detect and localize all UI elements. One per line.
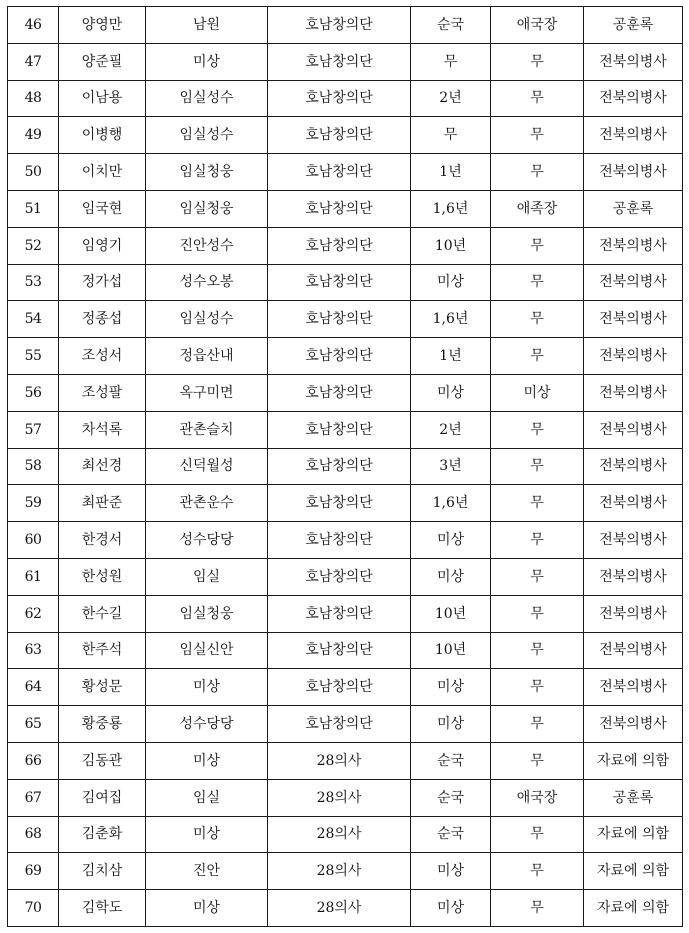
sentence-cell: 1,6년 [411,190,491,227]
sentence-cell: 2년 [411,80,491,117]
table-row [8,190,683,227]
origin-cell: 임실 [146,779,268,816]
origin-cell: 임실성수 [146,80,268,117]
row-number-cell: 62 [8,595,59,632]
name-cell: 최판준 [59,485,146,522]
source-cell: 전북의병사 [584,632,683,669]
source-cell: 공훈록 [584,190,683,227]
source-cell: 전북의병사 [584,374,683,411]
table-row [8,816,683,853]
row-number-cell: 54 [8,301,59,338]
decoration-cell: 무 [491,595,584,632]
decoration-cell: 무 [491,264,584,301]
source-cell: 자료에 의함 [584,816,683,853]
row-number-cell: 61 [8,558,59,595]
row-number-cell: 58 [8,448,59,485]
row-number-cell: 68 [8,816,59,853]
row-number-cell: 53 [8,264,59,301]
origin-cell: 임실청웅 [146,595,268,632]
group-cell: 호남창의단 [268,338,411,375]
decoration-cell: 무 [491,80,584,117]
decoration-cell: 무 [491,411,584,448]
group-cell: 28의사 [268,853,411,890]
group-cell: 28의사 [268,742,411,779]
sentence-cell: 10년 [411,227,491,264]
row-number-cell: 48 [8,80,59,117]
sentence-cell: 미상 [411,264,491,301]
name-cell: 최선경 [59,448,146,485]
group-cell: 호남창의단 [268,485,411,522]
table-row [8,485,683,522]
table-row [8,43,683,80]
row-number-cell: 59 [8,485,59,522]
table-body [8,7,683,927]
origin-cell: 미상 [146,742,268,779]
row-number-cell: 47 [8,43,59,80]
table-row [8,669,683,706]
origin-cell: 정읍산내 [146,338,268,375]
sentence-cell: 순국 [411,742,491,779]
records-table [7,6,683,927]
group-cell: 호남창의단 [268,7,411,44]
decoration-cell: 애국장 [491,7,584,44]
sentence-cell: 무 [411,117,491,154]
decoration-cell: 무 [491,485,584,522]
name-cell: 김학도 [59,890,146,927]
group-cell: 호남창의단 [268,154,411,191]
group-cell: 호남창의단 [268,227,411,264]
group-cell: 호남창의단 [268,190,411,227]
table-row [8,595,683,632]
row-number-cell: 55 [8,338,59,375]
source-cell: 전북의병사 [584,43,683,80]
sentence-cell: 순국 [411,7,491,44]
table-row [8,374,683,411]
table-row [8,117,683,154]
origin-cell: 임실신안 [146,632,268,669]
sentence-cell: 미상 [411,374,491,411]
group-cell: 호남창의단 [268,706,411,743]
source-cell: 전북의병사 [584,154,683,191]
origin-cell: 미상 [146,816,268,853]
name-cell: 이치만 [59,154,146,191]
origin-cell: 미상 [146,669,268,706]
source-cell: 자료에 의함 [584,853,683,890]
source-cell: 전북의병사 [584,264,683,301]
table-row [8,301,683,338]
name-cell: 김여집 [59,779,146,816]
table-row [8,558,683,595]
origin-cell: 성수오봉 [146,264,268,301]
name-cell: 한성원 [59,558,146,595]
source-cell: 전북의병사 [584,522,683,559]
group-cell: 호남창의단 [268,374,411,411]
decoration-cell: 무 [491,816,584,853]
table-row [8,779,683,816]
table-row [8,853,683,890]
source-cell: 전북의병사 [584,301,683,338]
table-row [8,7,683,44]
sentence-cell: 미상 [411,706,491,743]
sentence-cell: 3년 [411,448,491,485]
decoration-cell: 무 [491,301,584,338]
group-cell: 28의사 [268,779,411,816]
decoration-cell: 무 [491,742,584,779]
sentence-cell: 1,6년 [411,301,491,338]
table-row [8,742,683,779]
group-cell: 호남창의단 [268,669,411,706]
group-cell: 호남창의단 [268,80,411,117]
table-row [8,448,683,485]
sentence-cell: 2년 [411,411,491,448]
decoration-cell: 미상 [491,374,584,411]
decoration-cell: 무 [491,43,584,80]
decoration-cell: 애국장 [491,779,584,816]
group-cell: 호남창의단 [268,595,411,632]
source-cell: 전북의병사 [584,411,683,448]
origin-cell: 진안성수 [146,227,268,264]
row-number-cell: 66 [8,742,59,779]
source-cell: 전북의병사 [584,595,683,632]
source-cell: 전북의병사 [584,669,683,706]
sentence-cell: 미상 [411,558,491,595]
group-cell: 호남창의단 [268,632,411,669]
source-cell: 전북의병사 [584,338,683,375]
row-number-cell: 51 [8,190,59,227]
group-cell: 호남창의단 [268,411,411,448]
sentence-cell: 1,6년 [411,485,491,522]
group-cell: 28의사 [268,816,411,853]
decoration-cell: 애족장 [491,190,584,227]
origin-cell: 남원 [146,7,268,44]
row-number-cell: 63 [8,632,59,669]
sentence-cell: 순국 [411,779,491,816]
origin-cell: 임실성수 [146,117,268,154]
document-page [7,6,683,927]
group-cell: 호남창의단 [268,43,411,80]
group-cell: 호남창의단 [268,301,411,338]
origin-cell: 성수당당 [146,706,268,743]
name-cell: 임영기 [59,227,146,264]
row-number-cell: 67 [8,779,59,816]
row-number-cell: 46 [8,7,59,44]
group-cell: 호남창의단 [268,117,411,154]
decoration-cell: 무 [491,117,584,154]
decoration-cell: 무 [491,669,584,706]
origin-cell: 옥구미면 [146,374,268,411]
decoration-cell: 무 [491,227,584,264]
table-row [8,264,683,301]
name-cell: 조성팔 [59,374,146,411]
decoration-cell: 무 [491,853,584,890]
table-row [8,80,683,117]
name-cell: 이병행 [59,117,146,154]
decoration-cell: 무 [491,558,584,595]
source-cell: 전북의병사 [584,558,683,595]
name-cell: 한수길 [59,595,146,632]
name-cell: 조성서 [59,338,146,375]
sentence-cell: 미상 [411,522,491,559]
name-cell: 황성문 [59,669,146,706]
row-number-cell: 69 [8,853,59,890]
table-row [8,411,683,448]
origin-cell: 성수당당 [146,522,268,559]
source-cell: 자료에 의함 [584,742,683,779]
decoration-cell: 무 [491,154,584,191]
table-row [8,890,683,927]
decoration-cell: 무 [491,448,584,485]
sentence-cell: 미상 [411,669,491,706]
source-cell: 전북의병사 [584,227,683,264]
sentence-cell: 10년 [411,595,491,632]
group-cell: 호남창의단 [268,558,411,595]
origin-cell: 임실청웅 [146,190,268,227]
name-cell: 김치삼 [59,853,146,890]
name-cell: 김춘화 [59,816,146,853]
name-cell: 김동관 [59,742,146,779]
row-number-cell: 50 [8,154,59,191]
table-row [8,338,683,375]
table-row [8,522,683,559]
name-cell: 황중룡 [59,706,146,743]
origin-cell: 관촌운수 [146,485,268,522]
group-cell: 호남창의단 [268,448,411,485]
table-row [8,706,683,743]
sentence-cell: 1년 [411,154,491,191]
row-number-cell: 65 [8,706,59,743]
sentence-cell: 10년 [411,632,491,669]
table-row [8,154,683,191]
source-cell: 전북의병사 [584,706,683,743]
table-row [8,632,683,669]
name-cell: 정가섭 [59,264,146,301]
source-cell: 자료에 의함 [584,890,683,927]
row-number-cell: 70 [8,890,59,927]
source-cell: 공훈록 [584,7,683,44]
origin-cell: 임실 [146,558,268,595]
sentence-cell: 순국 [411,816,491,853]
table-row [8,227,683,264]
group-cell: 28의사 [268,890,411,927]
decoration-cell: 무 [491,706,584,743]
origin-cell: 미상 [146,890,268,927]
decoration-cell: 무 [491,890,584,927]
row-number-cell: 57 [8,411,59,448]
name-cell: 한경서 [59,522,146,559]
origin-cell: 신덕월성 [146,448,268,485]
origin-cell: 미상 [146,43,268,80]
source-cell: 전북의병사 [584,448,683,485]
row-number-cell: 64 [8,669,59,706]
source-cell: 공훈록 [584,779,683,816]
source-cell: 전북의병사 [584,117,683,154]
sentence-cell: 1년 [411,338,491,375]
sentence-cell: 미상 [411,853,491,890]
origin-cell: 임실청웅 [146,154,268,191]
name-cell: 임국현 [59,190,146,227]
name-cell: 양영만 [59,7,146,44]
row-number-cell: 49 [8,117,59,154]
name-cell: 양준필 [59,43,146,80]
row-number-cell: 60 [8,522,59,559]
decoration-cell: 무 [491,632,584,669]
sentence-cell: 무 [411,43,491,80]
name-cell: 한주석 [59,632,146,669]
source-cell: 전북의병사 [584,485,683,522]
row-number-cell: 56 [8,374,59,411]
row-number-cell: 52 [8,227,59,264]
name-cell: 이남용 [59,80,146,117]
decoration-cell: 무 [491,338,584,375]
origin-cell: 관촌슬치 [146,411,268,448]
origin-cell: 임실성수 [146,301,268,338]
source-cell: 전북의병사 [584,80,683,117]
name-cell: 차석록 [59,411,146,448]
group-cell: 호남창의단 [268,264,411,301]
group-cell: 호남창의단 [268,522,411,559]
origin-cell: 진안 [146,853,268,890]
decoration-cell: 무 [491,522,584,559]
name-cell: 정종섭 [59,301,146,338]
sentence-cell: 미상 [411,890,491,927]
